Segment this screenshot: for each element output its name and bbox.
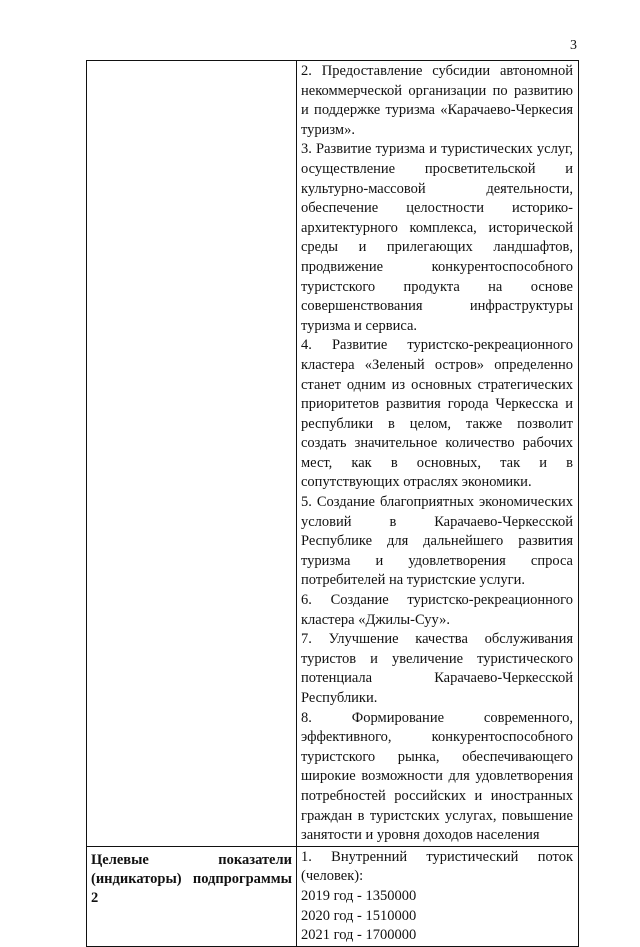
- task-item-8: 8. Формирование современного, эффективного, конкурентоспособного туристского рынка, обеспечивающего широкие возможности для удовлетворения потребностей российских и иностранных граждан в туристских услугах, повышение занятости и уровня доходов населения: [301, 709, 573, 844]
- task-item-4: 4. Развитие туристско-рекреационного кластера «Зеленый остров» определенно станет одним из основных стратегических приоритетов развития города Черкесска и республики в целом, также позволит создать значительное количество рабочих мест, как в основных, так и в сопутствующих отраслях экономики.: [301, 337, 573, 491]
- task-item-6: 6. Создание туристско-рекреационного кластера «Джилы-Суу».: [301, 592, 573, 628]
- tasks-cell: [297, 61, 578, 846]
- task-item-7: 7. Улучшение качества обслуживания туристов и увеличение туристического потенциала Карачаево-Черкесской Республики.: [301, 631, 573, 706]
- row-label-empty: [87, 61, 297, 846]
- page-number: 3: [570, 38, 577, 53]
- indicators-label: Целевые показатели (индикаторы) подпрограммы 2: [87, 847, 297, 946]
- indicator-intro: 1. Внутренний туристический поток (человек):: [301, 848, 573, 885]
- indicator-value-2020: 2020 год - 1510000: [301, 907, 417, 924]
- indicator-value-2021: 2021 год - 1700000: [301, 927, 417, 944]
- program-table: [86, 60, 579, 947]
- task-item-2: 2. Предоставление субсидии автономной некоммерческой организации по развитию и поддержке туризма «Карачаево-Черкесия туризм».: [301, 63, 573, 138]
- indicator-value-2019: 2019 год - 1350000: [301, 887, 417, 904]
- task-item-3: 3. Развитие туризма и туристических услуг, осуществление просветительской и культурно-массовой деятельности, обеспечение целостности историко- архитектурного комплекса, исторической среды и прилегающих ландшафтов, продвижение конкурентоспособного туристского продукта на основе совершенствования инфраструктуры туризма и сервиса.: [301, 141, 573, 334]
- task-item-5: 5. Создание благоприятных экономических условий в Карачаево-Черкесской Республике для дальнейшего развития туризма и удовлетворения спроса потребителей на туристские услуги.: [301, 494, 573, 589]
- table-row-indicators: [87, 846, 578, 946]
- table-row-tasks: [87, 61, 578, 846]
- indicators-cell: [297, 847, 578, 946]
